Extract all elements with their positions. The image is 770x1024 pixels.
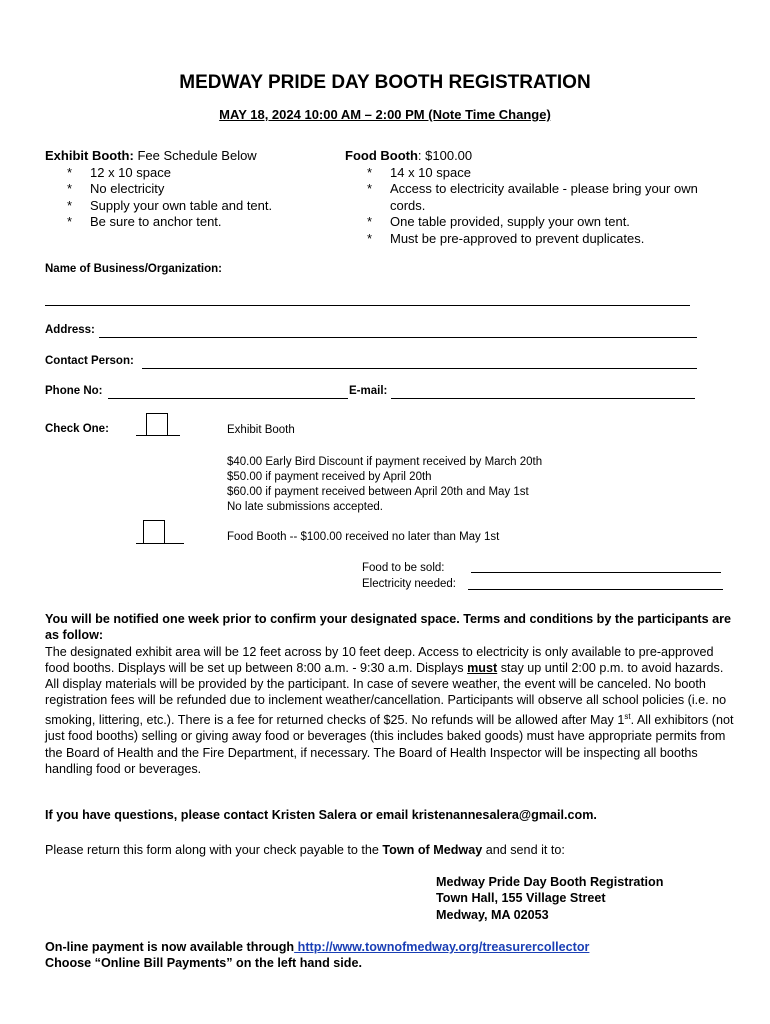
exhibit-booth-checkbox[interactable] (146, 413, 168, 436)
food-sold-label: Food to be sold: (362, 562, 445, 574)
return-instructions (45, 842, 735, 858)
pricing-line: $60.00 if payment received between April 20th and May 1st (227, 486, 529, 498)
email-label: E-mail: (349, 385, 388, 397)
phone-field[interactable] (108, 398, 348, 399)
exhibit-heading: Exhibit Booth: (45, 148, 134, 163)
contact-label: Contact Person: (45, 355, 134, 367)
pricing-line: No late submissions accepted. (227, 501, 383, 513)
phone-label: Phone No: (45, 385, 103, 397)
terms-text: The designated exhibit area will be 12 feet across by 10 feet deep. Access to electricity is only available to pre-approved food booths. Displays will be set up between 8:00 a.m. - 9:30 a.m. Displays (45, 644, 714, 675)
food-heading: Food Booth (345, 148, 418, 163)
treasurer-link[interactable]: http://www.townofmedway.org/treasurercollector (294, 940, 590, 954)
email-field[interactable] (391, 398, 695, 399)
food-fee: : $100.00 (417, 148, 473, 163)
exhibit-bullet: * Supply your own table and tent. (45, 198, 285, 215)
mailing-address (436, 874, 663, 923)
terms-sup: st (624, 711, 631, 721)
address-field[interactable] (99, 337, 697, 338)
address-label: Address: (45, 324, 95, 336)
terms-heading: You will be notified one week prior to confirm your designated space. Terms and conditions by the participants are as follow: (45, 612, 732, 643)
terms-body (45, 644, 735, 778)
exhibit-booth-section (45, 148, 285, 231)
pricing-line: $40.00 Early Bird Discount if payment received by March 20th (227, 456, 543, 468)
page-title: MEDWAY PRIDE DAY BOOTH REGISTRATION (179, 72, 591, 93)
business-field[interactable] (45, 305, 690, 306)
terms-section (45, 611, 735, 777)
exhibit-bullet: * No electricity (45, 181, 285, 198)
food-bullet: * 14 x 10 space (345, 165, 705, 182)
exhibit-option-label: Exhibit Booth (227, 424, 295, 436)
food-bullet: * One table provided, supply your own tent. (345, 214, 705, 231)
event-date: MAY 18, 2024 10:00 AM – 2:00 PM (Note Time Change) (219, 107, 551, 122)
mail-line: Medway Pride Day Booth Registration (436, 875, 664, 889)
food-bullet: * Must be pre-approved to prevent duplicates. (345, 231, 705, 248)
electricity-label: Electricity needed: (362, 578, 456, 590)
food-booth-checkbox[interactable] (143, 520, 165, 543)
online-pre: On-line payment is now available through (45, 940, 295, 954)
mail-line: Medway, MA 02053 (436, 907, 549, 922)
questions-text: If you have questions, please contact Kristen Salera or email kristenannesalera@gmail.com. (45, 808, 597, 822)
exhibit-bullet: * Be sure to anchor tent. (45, 214, 285, 231)
food-sold-field[interactable] (471, 572, 721, 573)
food-booth-section (345, 148, 705, 247)
terms-must: must (467, 660, 498, 675)
terms-text: stay up until 2:00 p.m. to avoid hazards. All display materials will be provided by the participant. In case of severe weather, the event will be canceled. No booth registration fees will be refunded due to inclement weather/cancellation. Participants will observe all school policies (i.e. no smoking, littering, etc.). There is a fee for returned checks of $25. No refunds will be allowed after May 1 (45, 660, 727, 727)
return-pre: Please return this form along with your check payable to the (45, 843, 383, 857)
food-option-label: Food Booth -- $100.00 received no later than May 1st (227, 531, 500, 543)
mail-line: Town Hall, 155 Village Street (436, 891, 606, 906)
exhibit-bullet: * 12 x 10 space (45, 165, 285, 182)
exhibit-fee: Fee Schedule Below (137, 148, 257, 163)
exhibit-pricing (227, 455, 542, 515)
business-label: Name of Business/Organization: (45, 263, 223, 275)
food-check-line (136, 543, 184, 544)
pricing-line: $50.00 if payment received by April 20th (227, 471, 432, 483)
return-post: and send it to: (482, 843, 565, 857)
return-payee: Town of Medway (382, 843, 483, 857)
online-payment (45, 939, 735, 972)
electricity-field[interactable] (468, 589, 723, 590)
check-one-label: Check One: (45, 423, 109, 435)
food-bullet: * Access to electricity available - please bring your own cords. (345, 181, 705, 214)
online-instructions: Choose “Online Bill Payments” on the left hand side. (45, 956, 362, 971)
terms-text: . All exhibitors (not just food booths) selling or giving away food or beverages (this includes baked goods) must have appropriate permits from the Board of Health and the Fire Department, if necessary. The Board of Health Inspector will be inspecting all booths handling food or beverages. (45, 712, 734, 776)
contact-field[interactable] (142, 368, 697, 369)
